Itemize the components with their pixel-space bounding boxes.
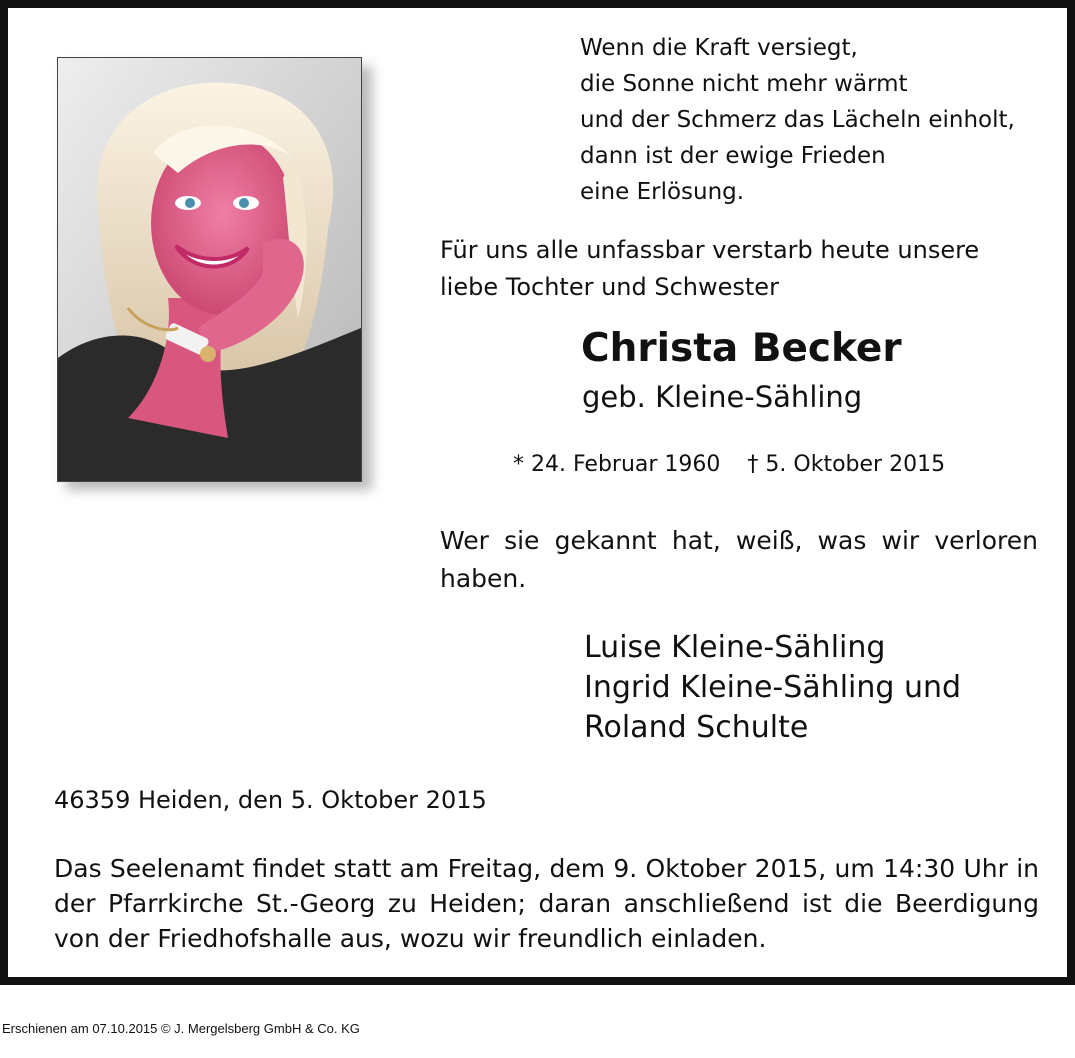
- poem-line: die Sonne nicht mehr wärmt: [580, 71, 908, 97]
- publication-footer: Erschienen am 07.10.2015 © J. Mergelsberg GmbH & Co. KG: [2, 1021, 360, 1036]
- poem-line: Wenn die Kraft versiegt,: [580, 35, 858, 61]
- place-date: 46359 Heiden, den 5. Oktober 2015: [54, 786, 487, 814]
- memorial-saying: Wer sie gekannt hat, weiß, was wir verloren haben.: [440, 526, 1038, 593]
- mourner-name: Ingrid Kleine-Sähling und: [584, 670, 962, 705]
- portrait-photo-icon: [58, 58, 361, 481]
- life-dates: [513, 452, 945, 477]
- maiden-name: geb. Kleine-Sähling: [582, 380, 863, 414]
- poem: [580, 30, 1015, 210]
- poem-line: dann ist der ewige Frieden: [580, 143, 886, 169]
- deceased-name: Christa Becker: [581, 326, 902, 371]
- portrait-photo: [57, 57, 362, 482]
- service-info: Das Seelenamt findet statt am Freitag, dem 9. Oktober 2015, um 14:30 Uhr in der Pfarrkirche St.-Georg zu Heiden; daran anschließend ist die Beerdigung von der Friedhofshalle aus, wozu wir freundlich einladen.: [54, 854, 1039, 953]
- mourner-name: Luise Kleine-Sähling: [584, 630, 886, 665]
- mourners: [584, 628, 961, 748]
- poem-line: und der Schmerz das Lächeln einholt,: [580, 107, 1015, 133]
- death-date: † 5. Oktober 2015: [747, 452, 946, 477]
- intro-text: Für uns alle unfassbar verstarb heute unsere liebe Tochter und Schwester: [440, 236, 980, 301]
- poem-line: eine Erlösung.: [580, 179, 745, 205]
- mourner-name: Roland Schulte: [584, 710, 809, 745]
- birth-date: * 24. Februar 1960: [513, 452, 721, 477]
